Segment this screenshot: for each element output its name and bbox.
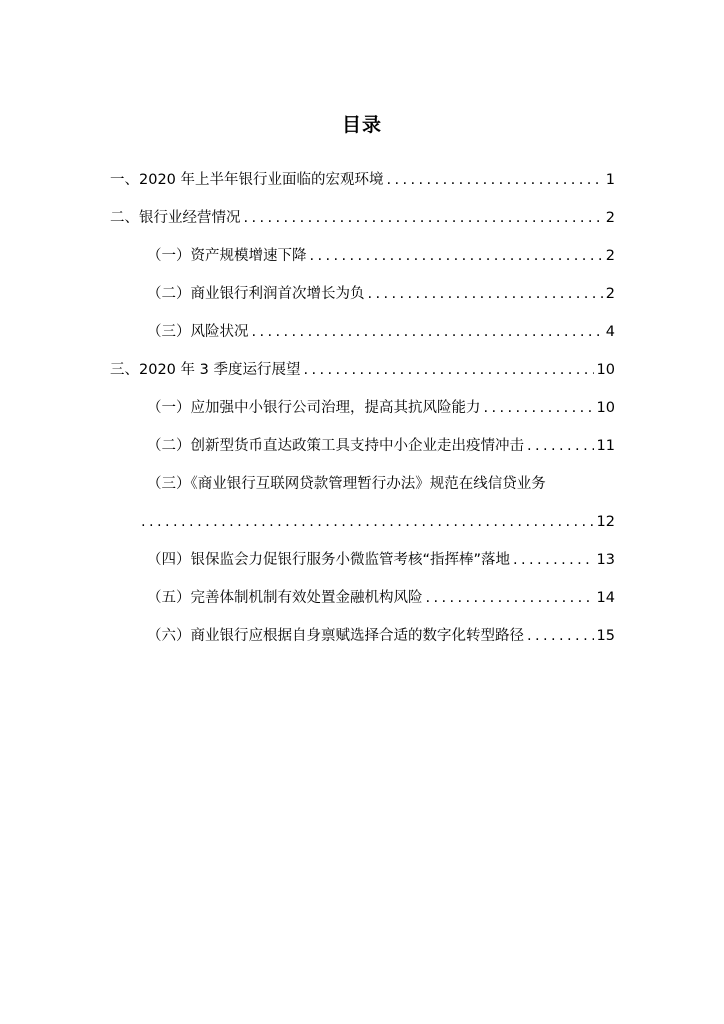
toc-entry-label: 三、2020 年 3 季度运行展望 bbox=[110, 362, 301, 378]
toc-dot-leader bbox=[244, 204, 603, 232]
toc-page-number: 2 bbox=[605, 248, 615, 264]
toc-page-number: 2 bbox=[605, 286, 615, 302]
toc-dot-leader bbox=[527, 622, 594, 650]
toc-entry-3-2[interactable] bbox=[110, 432, 615, 470]
toc-page-number: 4 bbox=[605, 324, 615, 340]
toc-entry-3-6[interactable] bbox=[110, 622, 615, 660]
toc-entry-label: （五）完善体制机制有效处置金融机构风险 bbox=[147, 590, 423, 606]
toc-entry-label: 一、2020 年上半年银行业面临的宏观环境 bbox=[110, 172, 384, 188]
toc-entry-label: （三）《商业银行互联网贷款管理暂行办法》规范在线信贷业务 bbox=[147, 476, 546, 492]
toc-entry-3-3-continued[interactable] bbox=[110, 508, 615, 546]
toc-entry-part-1[interactable] bbox=[110, 166, 615, 204]
toc-entry-label: 二、银行业经营情况 bbox=[110, 210, 241, 226]
toc-entry-part-3[interactable] bbox=[110, 356, 615, 394]
toc-entry-2-1[interactable] bbox=[110, 242, 615, 280]
toc-entry-3-1[interactable] bbox=[110, 394, 615, 432]
toc-page-number: 10 bbox=[596, 400, 615, 416]
toc-entry-3-5[interactable] bbox=[110, 584, 615, 622]
toc-entry-label: （四）银保监会力促银行服务小微监管考核“指挥棒”落地 bbox=[147, 552, 511, 568]
toc-entry-label: （一）资产规模增速下降 bbox=[147, 248, 307, 264]
toc-entry-3-3[interactable] bbox=[110, 470, 615, 508]
toc-entry-label: （一）应加强中小银行公司治理，提高其抗风险能力 bbox=[147, 400, 481, 416]
toc-page-number: 15 bbox=[596, 628, 615, 644]
toc-dot-leader bbox=[368, 280, 603, 308]
toc-page-number: 12 bbox=[596, 514, 615, 530]
toc-dot-leader bbox=[513, 546, 594, 574]
toc-dot-leader bbox=[527, 432, 594, 460]
toc-dot-leader bbox=[310, 242, 603, 270]
toc-dot-leader bbox=[484, 394, 594, 422]
toc-dot-leader bbox=[387, 166, 603, 194]
toc-entry-label: （二）商业银行利润首次增长为负 bbox=[147, 286, 365, 302]
toc-entry-part-2[interactable] bbox=[110, 204, 615, 242]
toc-dot-leader bbox=[303, 356, 593, 384]
toc-title: 目录 bbox=[341, 114, 382, 136]
toc-entry-2-2[interactable] bbox=[110, 280, 615, 318]
toc-page-number: 11 bbox=[596, 438, 615, 454]
toc-page-number: 14 bbox=[596, 590, 615, 606]
toc-dot-leader bbox=[426, 584, 594, 612]
toc-entry-label: （三）风险状况 bbox=[147, 324, 249, 340]
toc-entry-2-3[interactable] bbox=[110, 318, 615, 356]
toc-page-number: 13 bbox=[596, 552, 615, 568]
toc-dot-leader bbox=[252, 318, 603, 346]
toc-entry-label: （二）创新型货币直达政策工具支持中小企业走出疫情冲击 bbox=[147, 438, 524, 454]
toc-dot-leader bbox=[141, 508, 594, 536]
toc-page-number: 10 bbox=[596, 362, 615, 378]
toc-page-number: 2 bbox=[605, 210, 615, 226]
toc-entry-3-4[interactable] bbox=[110, 546, 615, 584]
table-of-contents bbox=[110, 166, 615, 660]
toc-entry-label: （六）商业银行应根据自身禀赋选择合适的数字化转型路径 bbox=[147, 628, 524, 644]
toc-page-number: 1 bbox=[605, 172, 615, 188]
